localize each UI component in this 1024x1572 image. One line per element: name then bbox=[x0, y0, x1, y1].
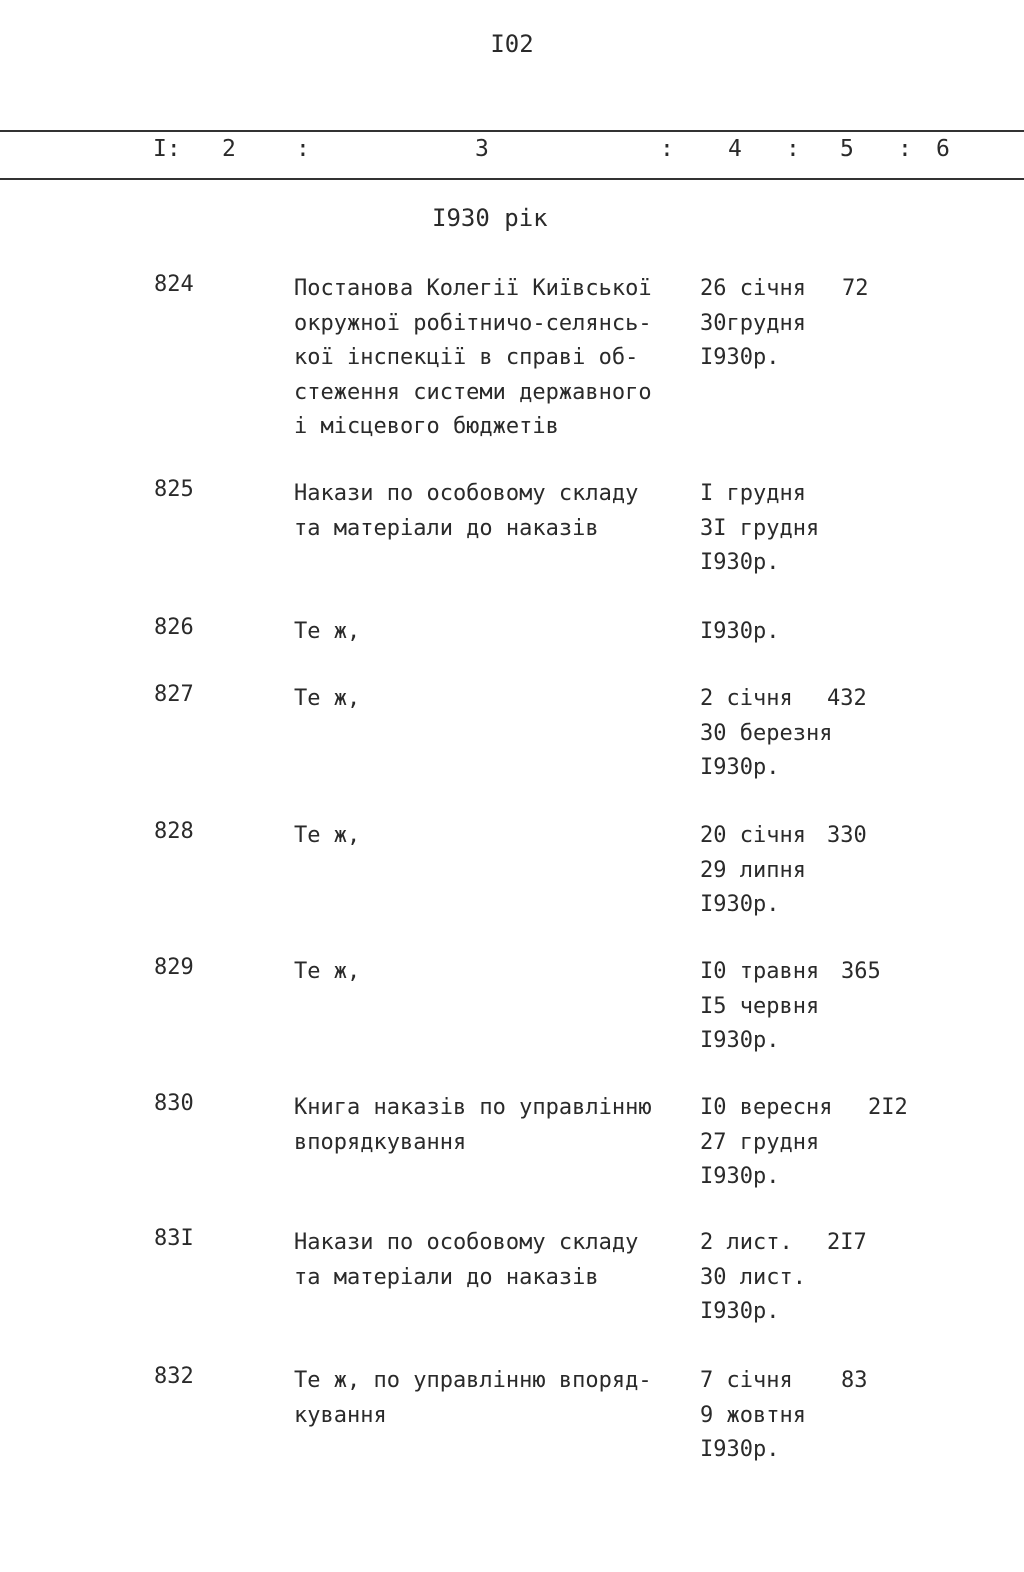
entry-title: Те ж, bbox=[294, 823, 361, 848]
entry-dates bbox=[700, 272, 806, 376]
entry-date-end: 30грудня bbox=[700, 310, 806, 336]
entry-date-start: 7 січня bbox=[700, 1368, 793, 1393]
entry-dates bbox=[700, 1364, 806, 1468]
table-row bbox=[0, 1091, 1024, 1221]
entry-title: Те ж, bbox=[294, 959, 361, 984]
entry-year: I930р. bbox=[700, 892, 780, 917]
entry-number: 827 bbox=[154, 682, 194, 707]
entry-sheet-count: 83 bbox=[841, 1368, 868, 1393]
entry-sheet-count: 365 bbox=[841, 959, 881, 984]
entry-dates bbox=[700, 819, 806, 923]
entry-date-start: I0 травня bbox=[700, 959, 820, 984]
entry-sheet-count: 2I7 bbox=[827, 1230, 867, 1255]
entry-title: Накази по особовому складу та матеріали до наказів bbox=[294, 481, 639, 541]
table-row bbox=[0, 1364, 1024, 1494]
year-heading: I930 рік bbox=[432, 204, 548, 232]
column-header-3: 3 bbox=[475, 136, 489, 162]
table-row bbox=[0, 819, 1024, 949]
entry-number: 828 bbox=[154, 819, 194, 844]
entry-number: 826 bbox=[154, 615, 194, 640]
column-header-5: 5 bbox=[840, 136, 854, 162]
entry-date-end: 3I грудня bbox=[700, 515, 820, 541]
entry-date-end: I5 червня bbox=[700, 993, 820, 1019]
entry-year: I930р. bbox=[700, 550, 780, 575]
entry-dates bbox=[700, 1226, 806, 1330]
entry-date-start: I0 вересня bbox=[700, 1095, 833, 1120]
entry-date-start: 2 лист. bbox=[700, 1230, 793, 1255]
table-row bbox=[0, 955, 1024, 1085]
entry-dates bbox=[700, 955, 819, 1059]
entry-dates bbox=[700, 615, 779, 650]
table-row bbox=[0, 477, 1024, 607]
entry-number: 830 bbox=[154, 1091, 194, 1116]
column-separator: : bbox=[898, 136, 912, 162]
column-header-6: 6 bbox=[936, 136, 950, 162]
entry-title: Постанова Колегії Київської окружної робітничо-селянсь- кої інспекції в справі об- стеження системи державного і місцевого бюджетів bbox=[294, 276, 652, 439]
entry-year: I930р. bbox=[700, 1437, 780, 1462]
entry-sheet-count: 72 bbox=[842, 276, 869, 301]
entry-date-start: 20 січня bbox=[700, 823, 806, 848]
entry-date-start: 2 січня bbox=[700, 686, 793, 711]
entry-sheet-count: 2I2 bbox=[868, 1095, 908, 1120]
entry-dates bbox=[700, 682, 832, 786]
entry-year: I930р. bbox=[700, 1299, 780, 1324]
entry-year: I930р. bbox=[700, 1164, 780, 1189]
entry-title: Те ж, по управлінню впоряд- кування bbox=[294, 1368, 652, 1428]
entry-dates bbox=[700, 1091, 832, 1195]
entry-number: 829 bbox=[154, 955, 194, 980]
entry-date-end: 30 березня bbox=[700, 720, 833, 746]
column-header-2: 2 bbox=[222, 136, 236, 162]
header-top-rule bbox=[0, 130, 1024, 132]
entry-title: Те ж, bbox=[294, 619, 361, 644]
entry-number: 83I bbox=[154, 1226, 194, 1251]
entry-year: I930р. bbox=[700, 755, 780, 780]
entry-title: Те ж, bbox=[294, 686, 361, 711]
table-row bbox=[0, 682, 1024, 812]
entry-dates bbox=[700, 477, 819, 581]
entry-number: 824 bbox=[154, 272, 194, 297]
entry-sheet-count: 330 bbox=[827, 823, 867, 848]
entry-sheet-count: 432 bbox=[827, 686, 867, 711]
table-row bbox=[0, 272, 1024, 439]
entry-date-start: I грудня bbox=[700, 481, 806, 506]
entry-number: 825 bbox=[154, 477, 194, 502]
entry-number: 832 bbox=[154, 1364, 194, 1389]
entry-date-end: 27 грудня bbox=[700, 1129, 820, 1155]
entry-date-end: 9 жовтня bbox=[700, 1402, 806, 1428]
entry-title: Накази по особовому складу та матеріали до наказів bbox=[294, 1230, 639, 1290]
entry-title: Книга наказів по управлінню впорядкування bbox=[294, 1095, 652, 1155]
column-header-1: I: bbox=[153, 136, 181, 162]
column-separator: : bbox=[786, 136, 800, 162]
entry-year: I930р. bbox=[700, 619, 780, 644]
header-bottom-rule bbox=[0, 178, 1024, 180]
entry-date-end: 29 липня bbox=[700, 857, 806, 883]
column-separator: : bbox=[660, 136, 674, 162]
column-separator: : bbox=[296, 136, 310, 162]
entry-date-end: 30 лист. bbox=[700, 1264, 806, 1290]
entry-year: I930р. bbox=[700, 345, 780, 370]
table-row bbox=[0, 1226, 1024, 1356]
entry-date-start: 26 січня bbox=[700, 276, 806, 301]
column-header-4: 4 bbox=[728, 136, 742, 162]
page-number: I02 bbox=[490, 30, 534, 58]
entry-year: I930р. bbox=[700, 1028, 780, 1053]
